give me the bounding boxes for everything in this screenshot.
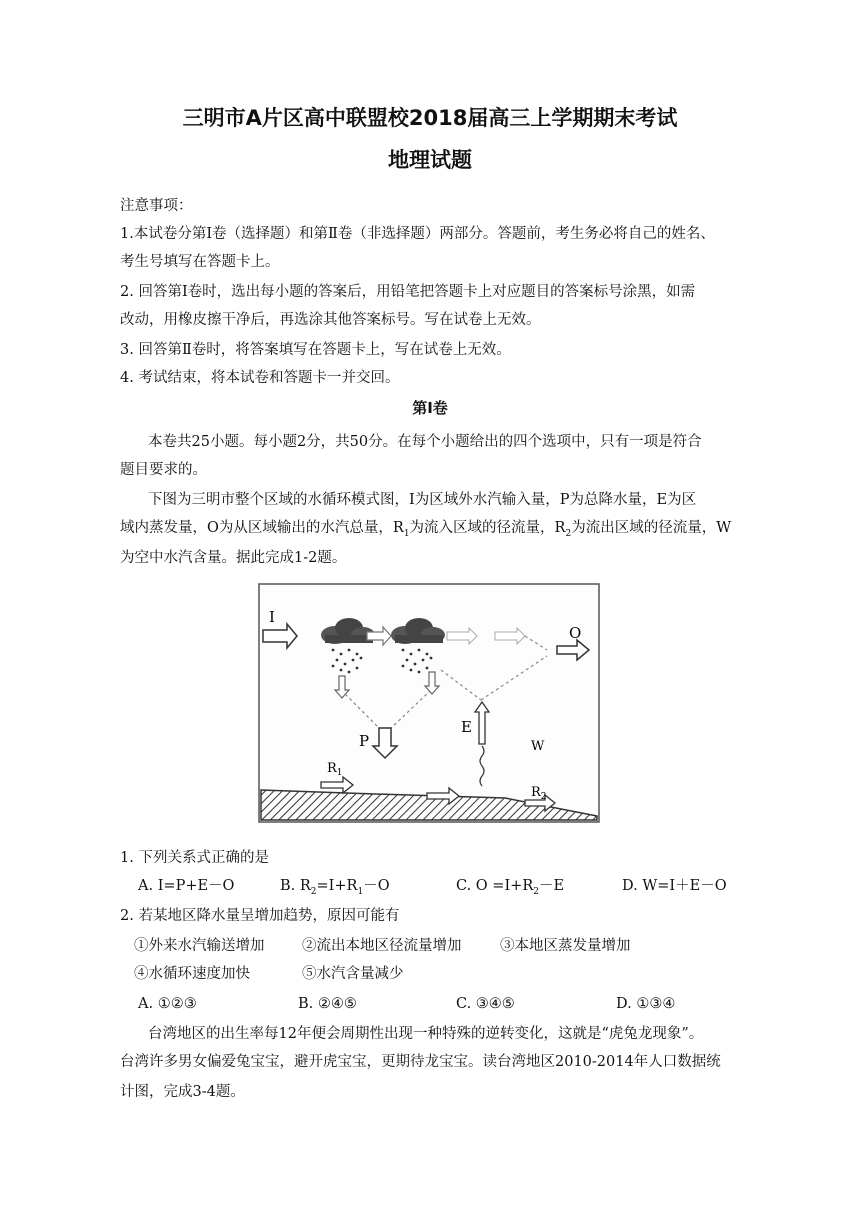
label-R2: $R_2$ [531,785,547,802]
exam-title: 三明市A片区高中联盟校2018届高三上学期期末考试 [182,106,678,130]
passage-line: 为空中水汽含量。据此完成1-2题。 [120,550,347,566]
notes-heading: 注意事项： [120,198,193,214]
label-P: P [359,732,370,750]
choice-item: ④水循环速度加快 [134,966,250,982]
label-E: E [461,718,472,736]
diagram-frame [259,584,599,822]
label-R1: $R_1$ [327,761,343,778]
option-c: C. $O =I+R_2-E$ [456,878,565,897]
notes-line: 2. 回答第Ⅰ卷时，选出每小题的答案后，用铅笔把答题卡上对应题目的答案标号涂黑，如需 [120,284,696,300]
water-cycle-diagram [255,580,603,826]
option-a: A. I=P+E－O [138,878,235,894]
choice-item: ⑤水汽含量减少 [302,966,404,982]
passage-line: 计图，完成3-4题。 [120,1084,245,1100]
option-d: D. W=I＋E－O [622,878,727,894]
notes-line: 4. 考试结束，将本试卷和答题卡一并交回。 [120,370,400,386]
question-stem: 2. 若某地区降水量呈增加趋势，原因可能有 [120,908,400,924]
choice-item: ②流出本地区径流量增加 [302,938,462,954]
question-stem: 1. 下列关系式正确的是 [120,850,269,866]
notes-line: 3. 回答第Ⅱ卷时，将答案填写在答题卡上，写在试卷上无效。 [120,342,511,358]
notes-line: 1.本试卷分第Ⅰ卷（选择题）和第Ⅱ卷（非选择题）两部分。答题前，考生务必将自己的姓名、 [120,226,715,242]
choice-item: ③本地区蒸发量增加 [500,938,631,954]
section-intro: 本卷共25小题。每小题2分，共50分。在每个小题给出的四个选项中，只有一项是符合 [148,434,702,450]
section-intro: 题目要求的。 [120,462,207,478]
option-a: A. ①②③ [138,996,197,1012]
label-I: I [269,608,275,626]
choice-item: ①外来水汽输送增加 [134,938,265,954]
exam-subtitle: 地理试题 [388,148,472,172]
notes-line: 改动，用橡皮擦干净后，再选涂其他答案标号。写在试卷上无效。 [120,312,541,328]
option-c: C. ③④⑤ [456,996,515,1012]
option-b: B. $R_2=I+R_1-O$ [280,878,390,897]
section-heading: 第Ⅰ卷 [412,399,448,417]
label-W: W [531,739,545,754]
passage-line: 下图为三明市整个区域的水循环模式图，I为区域外水汽输入量，P为总降水量，E为区 [148,492,697,508]
notes-line: 考生号填写在答题卡上。 [120,254,280,270]
passage-line: 台湾许多男女偏爱兔宝宝，避开虎宝宝，更期待龙宝宝。读台湾地区2010-2014年人口数据统 [120,1054,721,1070]
option-b: B. ②④⑤ [298,996,357,1012]
option-d: D. ①③④ [616,996,676,1012]
passage-line: 域内蒸发量，O为从区域输出的水汽总量，$R_1$为流入区域的径流量，$R_2$为流出区域的径流量，W [120,520,732,539]
passage-line: 台湾地区的出生率每12年便会周期性出现一种特殊的逆转变化，这就是“虎兔龙现象”。 [148,1026,704,1042]
label-O: O [569,624,582,642]
